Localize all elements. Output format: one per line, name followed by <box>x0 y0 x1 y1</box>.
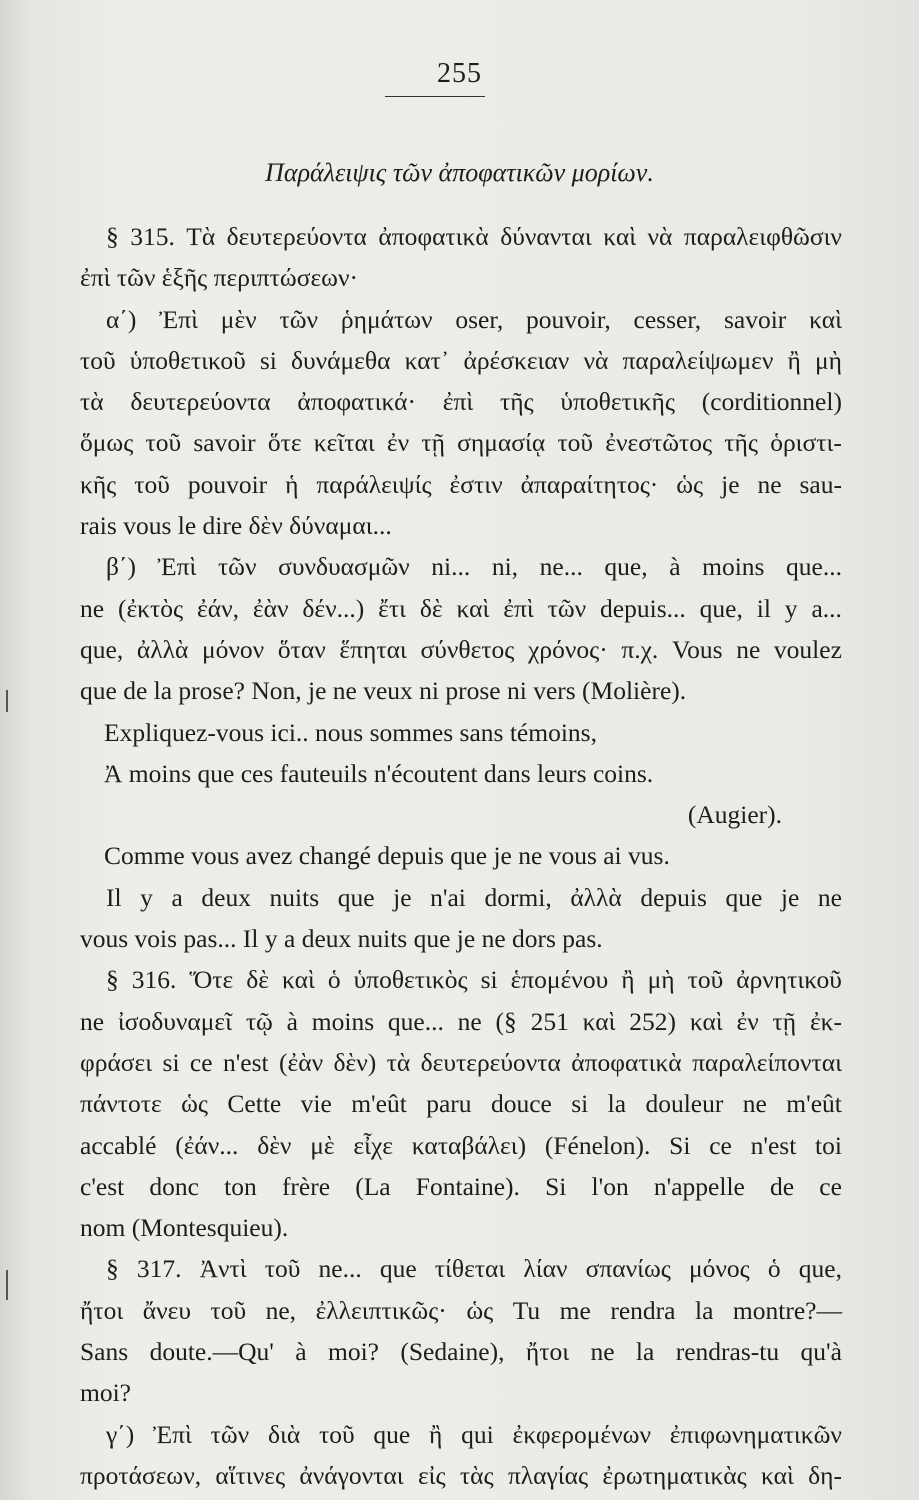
word: τῶν <box>547 593 587 623</box>
word: ἀποφατικὰ <box>571 1047 682 1077</box>
word: ne... <box>539 552 583 582</box>
word: ne <box>80 1006 105 1036</box>
word: Ἐπὶ <box>159 304 198 334</box>
word: ἀποφατικὰ <box>378 222 489 251</box>
text-line: Comme vous avez changé depuis que je ne vous ai vus. <box>104 841 670 871</box>
word: à <box>295 1337 307 1367</box>
word: ce <box>819 1171 842 1201</box>
word: (corditionnel) <box>701 387 842 417</box>
word: δὲν <box>257 1130 292 1160</box>
word: τίθεται <box>434 1254 506 1284</box>
word: deux <box>201 882 251 912</box>
text-line: ἐπὶ τῶν ἑξῆς περιπτώσεων· <box>80 263 358 293</box>
word: que, <box>798 1254 842 1284</box>
word: de <box>770 1171 795 1201</box>
word: que, <box>604 552 648 582</box>
text-line <box>80 1042 842 1083</box>
word: τῆς <box>499 387 534 417</box>
word: μόνον <box>201 634 265 664</box>
word: ἐάν, <box>197 593 239 623</box>
word: τὰς <box>459 1460 494 1490</box>
word: ἄνευ <box>142 1295 191 1325</box>
word: ἐκφερομένων <box>512 1419 651 1449</box>
text-line <box>80 877 842 918</box>
text-line <box>80 340 842 381</box>
word: ἀρνητικοῦ <box>736 965 842 995</box>
word: δευτερεύοντα <box>130 387 271 417</box>
word: ὅταν <box>277 634 326 664</box>
word: ἀλλὰ <box>570 882 622 912</box>
word: rendra <box>610 1295 676 1325</box>
word: τοῦ <box>210 1295 247 1325</box>
word: ἑπομένου <box>510 965 609 995</box>
word: τῶν <box>217 552 257 582</box>
word: il <box>756 593 771 623</box>
word: καταβάλει) <box>411 1130 527 1160</box>
word: que... <box>786 552 842 582</box>
word: γ΄) <box>106 1419 135 1449</box>
word: je <box>780 882 800 912</box>
text-line <box>80 216 842 257</box>
word: ἐπιφωνηματικῶν <box>669 1419 842 1449</box>
word: καὶ <box>603 222 637 251</box>
word: μὴ <box>814 345 842 375</box>
word: καὶ <box>281 965 315 995</box>
word: nuits <box>269 882 320 912</box>
word: la <box>694 1295 714 1325</box>
word: νὰ <box>583 345 609 375</box>
word: paru <box>426 1089 472 1119</box>
word: κεῖται <box>313 428 375 458</box>
word: si <box>480 965 498 995</box>
word: διὰ <box>267 1419 301 1449</box>
word: n'est <box>750 1130 797 1160</box>
word: Tu <box>512 1295 541 1325</box>
word: que, <box>80 634 124 664</box>
word: ne <box>736 634 761 664</box>
word: ὅμως <box>80 428 134 458</box>
word: me <box>559 1295 591 1325</box>
word: Cette <box>227 1089 282 1119</box>
word: Si <box>545 1171 567 1201</box>
word: ἢ <box>429 1419 443 1449</box>
word: τῶν <box>279 304 319 334</box>
word: τοῦ <box>687 965 724 995</box>
word: à <box>286 1006 298 1036</box>
word: Ἀντὶ <box>199 1254 247 1284</box>
word: 316. <box>131 965 177 995</box>
word: que <box>337 882 375 912</box>
word: (ἐὰν <box>279 1047 324 1077</box>
word: ἰσοδυναμεῖ <box>117 1006 233 1036</box>
word: δη- <box>808 1460 842 1490</box>
word: δυνάμεθα <box>290 345 391 375</box>
word: εἶχε <box>353 1130 393 1160</box>
word: ἕπηται <box>339 634 407 664</box>
word: 315. <box>130 222 175 251</box>
text-line <box>80 381 842 422</box>
word: y <box>140 882 153 912</box>
word: καὶ <box>582 1006 616 1036</box>
word: cesser, <box>633 304 702 334</box>
word: ὁ <box>327 965 341 995</box>
text-line <box>80 1414 842 1455</box>
word: ἐκ- <box>809 1006 842 1036</box>
text-line <box>80 1331 842 1372</box>
word: frère <box>281 1171 331 1201</box>
word: κῆς <box>80 469 117 499</box>
section-heading: Παράλειψις τῶν ἀποφατικῶν μορίων. <box>265 158 654 187</box>
word: que <box>373 1419 411 1449</box>
word: ne <box>817 882 842 912</box>
word: τοῦ <box>264 1254 301 1284</box>
word: Il <box>106 882 122 912</box>
word: rendras-tu <box>675 1337 780 1367</box>
word: τὰ <box>80 387 104 417</box>
word: ἡ <box>285 469 299 499</box>
word: ἐπὶ <box>503 593 534 623</box>
word: (§ <box>495 1006 517 1036</box>
word: δύνανται <box>500 222 592 251</box>
word: 317. <box>136 1254 182 1284</box>
word: καὶ <box>456 593 490 623</box>
word: ὡς <box>466 1295 494 1325</box>
word: τὰ <box>386 1047 411 1077</box>
word: que <box>725 882 763 912</box>
word: ἐλλειπτικῶς· <box>315 1295 447 1325</box>
verse-line: Ἀ moins que ces fauteuils n'écoutent dans leurs coins. <box>104 758 654 788</box>
page-number-rule <box>385 96 485 97</box>
word: τῇ <box>421 428 445 458</box>
word: α΄) <box>106 304 137 334</box>
word: κατ᾽ <box>404 345 450 375</box>
word: m'eût <box>786 1089 842 1119</box>
text-line <box>80 629 842 670</box>
word: σύνθετος <box>420 634 515 664</box>
word: μόνος <box>688 1254 750 1284</box>
margin-mark <box>6 1270 8 1300</box>
text-line <box>80 588 842 629</box>
word: ἐστιν <box>449 469 503 499</box>
word: (ἐάν... <box>175 1130 239 1160</box>
word: τῶν <box>210 1419 250 1449</box>
text-line <box>80 546 842 587</box>
word: ce <box>189 1047 213 1077</box>
word: à <box>669 552 681 582</box>
word: λίαν <box>523 1254 568 1284</box>
word: n'ai <box>430 882 466 912</box>
word: ἀποφατικά· <box>297 387 417 417</box>
word: n'est <box>222 1047 269 1077</box>
word: ὁριστι- <box>770 428 842 458</box>
text-line <box>80 422 842 463</box>
word: la <box>635 1337 655 1367</box>
word: τῇ <box>772 1006 797 1036</box>
word: qu'à <box>800 1337 842 1367</box>
word: m'eût <box>351 1089 407 1119</box>
word: ἢ <box>621 965 635 995</box>
word: Ἐπὶ <box>157 552 197 582</box>
word: accablé <box>80 1130 157 1160</box>
word: ne, <box>265 1295 297 1325</box>
word: ἐν <box>386 428 410 458</box>
word: sau- <box>799 469 842 499</box>
page-number: 255 <box>437 58 482 89</box>
word: Ἐπὶ <box>153 1419 192 1449</box>
word: que <box>379 1254 417 1284</box>
word: Ὅτε <box>189 965 234 995</box>
word: ἐρωτηματικὰς <box>602 1460 747 1490</box>
word: 251 <box>530 1006 569 1036</box>
word: n'appelle <box>653 1171 745 1201</box>
text-line <box>80 1455 842 1496</box>
word: ce <box>709 1130 732 1160</box>
word: ne <box>457 1006 482 1036</box>
word: si <box>571 1089 589 1119</box>
word: (La <box>355 1171 391 1201</box>
word: ἀρέσκειαν <box>463 345 570 375</box>
word: δὲ <box>246 965 269 995</box>
word: Fontaine). <box>415 1171 520 1201</box>
word: καὶ <box>760 1460 794 1490</box>
text-line: que de la prose? Non, je ne veux ni prose ni vers (Molière). <box>80 676 687 706</box>
word: doute.—Qu' <box>149 1337 274 1367</box>
word: Τὰ <box>186 222 216 251</box>
word: Si <box>669 1130 691 1160</box>
word: l'on <box>591 1171 629 1201</box>
word: ne... <box>318 1254 362 1284</box>
word: Sans <box>80 1337 129 1367</box>
word: συνδυασμῶν <box>278 552 410 582</box>
word: παραλείπονται <box>692 1047 842 1077</box>
text-line <box>80 1248 842 1289</box>
word: νὰ <box>647 222 673 251</box>
word: (ἐκτὸς <box>117 593 184 623</box>
word: ἤτοι <box>80 1295 124 1325</box>
word: ἤτοι <box>525 1337 570 1367</box>
text-line <box>80 464 842 505</box>
word: § <box>106 965 119 995</box>
word: μὴ <box>647 965 675 995</box>
word: προτάσεων, <box>80 1460 202 1490</box>
word: § <box>106 222 119 251</box>
word: τοῦ <box>134 469 170 499</box>
word: ἀνάγονται <box>299 1460 404 1490</box>
text-line <box>80 299 842 340</box>
word: montre?— <box>732 1295 842 1325</box>
word: πλαγίας <box>507 1460 589 1490</box>
word: καὶ <box>809 304 842 334</box>
word: que, <box>699 593 743 623</box>
word: ὑποθετικοῦ <box>129 345 246 375</box>
word: δέν...) <box>302 593 365 623</box>
word: τοῦ <box>557 428 594 458</box>
word: oser, <box>455 304 504 334</box>
word: ὑποθετικῆς <box>560 387 675 417</box>
word: ἀλλὰ <box>136 634 189 664</box>
word: Vous <box>671 634 723 664</box>
word: ὁ <box>767 1254 781 1284</box>
word: ἔτι <box>378 593 406 623</box>
word: ne <box>80 593 105 623</box>
attribution: (Augier). <box>687 800 782 830</box>
word: ἐὰν <box>252 593 289 623</box>
text-line <box>80 959 842 1000</box>
text-line: moi? <box>80 1378 131 1408</box>
margin-mark <box>6 690 8 712</box>
word: 252) <box>629 1006 677 1036</box>
word: si <box>259 345 277 375</box>
word: πάντοτε <box>80 1089 162 1119</box>
word: y <box>784 593 798 623</box>
text-line <box>80 1166 842 1207</box>
word: § <box>106 1254 119 1284</box>
word: μὲ <box>310 1130 335 1160</box>
word: αἵτινες <box>215 1460 286 1490</box>
word: σπανίως <box>585 1254 671 1284</box>
word: je <box>393 882 412 912</box>
text-line <box>80 1083 842 1124</box>
word: φράσει <box>80 1047 153 1077</box>
word: δευτερεύοντα <box>226 222 367 251</box>
word: ton <box>224 1171 257 1201</box>
word: moi? <box>327 1337 379 1367</box>
word: τοῦ <box>80 345 116 375</box>
word: vie <box>300 1089 332 1119</box>
word: savoir <box>193 428 256 458</box>
word: ἐνεστῶτος <box>605 428 713 458</box>
word: μὲν <box>220 304 257 334</box>
word: voulez <box>773 634 842 664</box>
text-line: vous vois pas... Il y a deux nuits que je ne dors pas. <box>80 924 603 954</box>
word: a <box>171 882 183 912</box>
word: (Sedaine), <box>400 1337 505 1367</box>
word: donc <box>149 1171 199 1201</box>
word: la <box>607 1089 627 1119</box>
word: ἐπὶ <box>442 387 474 417</box>
word: δευτερεύοντα <box>420 1047 561 1077</box>
word: τῆς <box>724 428 758 458</box>
word: (Fénelon). <box>544 1130 651 1160</box>
word: παράλειψίς <box>316 469 432 499</box>
word: ni... <box>431 552 471 582</box>
word: ni, <box>491 552 519 582</box>
word: toi <box>815 1130 842 1160</box>
word: τοῦ <box>145 428 182 458</box>
word: χρόνος· <box>528 634 608 664</box>
word: β΄) <box>106 552 136 582</box>
text-line <box>80 1290 842 1331</box>
word: ῥημάτων <box>340 304 433 334</box>
word: δὲν) <box>333 1047 377 1077</box>
body-text <box>80 216 842 1496</box>
word: τοῦ <box>319 1419 355 1449</box>
word: ne <box>590 1337 615 1367</box>
word: ὡς <box>181 1089 209 1119</box>
word: douleur <box>645 1089 724 1119</box>
word: ne <box>757 469 782 499</box>
word: pouvoir, <box>526 304 611 334</box>
word: savoir <box>723 304 787 334</box>
text-line: nom (Montesquieu). <box>80 1213 289 1243</box>
word: ne <box>742 1089 767 1119</box>
word: καὶ <box>689 1006 723 1036</box>
word: qui <box>461 1419 494 1449</box>
word: εἰς <box>417 1460 446 1490</box>
word: ὅτε <box>267 428 302 458</box>
word: ἢ <box>787 345 801 375</box>
word: ἐν <box>736 1006 759 1036</box>
word: moins <box>311 1006 375 1036</box>
word: je <box>721 469 740 499</box>
word: c'est <box>80 1171 125 1201</box>
text-line: rais vous le dire δὲν δύναμαι... <box>80 511 392 541</box>
text-line <box>80 1125 842 1166</box>
word: ὑποθετικὸς <box>353 965 468 995</box>
word: ὡς <box>676 469 704 499</box>
word: depuis... <box>600 593 686 623</box>
word: que... <box>387 1006 444 1036</box>
word: παραλείψωμεν <box>622 345 774 375</box>
word: ἀπαραίτητος· <box>520 469 659 499</box>
word: dormi, <box>484 882 552 912</box>
text-line <box>80 1001 842 1042</box>
word: douce <box>490 1089 552 1119</box>
word: depuis <box>640 882 707 912</box>
word: π.χ. <box>621 634 659 664</box>
word: σημασίᾳ <box>457 428 546 458</box>
word: moins <box>702 552 765 582</box>
word: a... <box>811 593 842 623</box>
word: τῷ <box>245 1006 273 1036</box>
word: si <box>162 1047 180 1077</box>
verse-line: Expliquez-vous ici.. nous sommes sans témoins, <box>104 717 597 747</box>
word: pouvoir <box>187 469 268 499</box>
word: δὲ <box>419 593 443 623</box>
word: παραλειφθῶσιν <box>683 222 842 251</box>
